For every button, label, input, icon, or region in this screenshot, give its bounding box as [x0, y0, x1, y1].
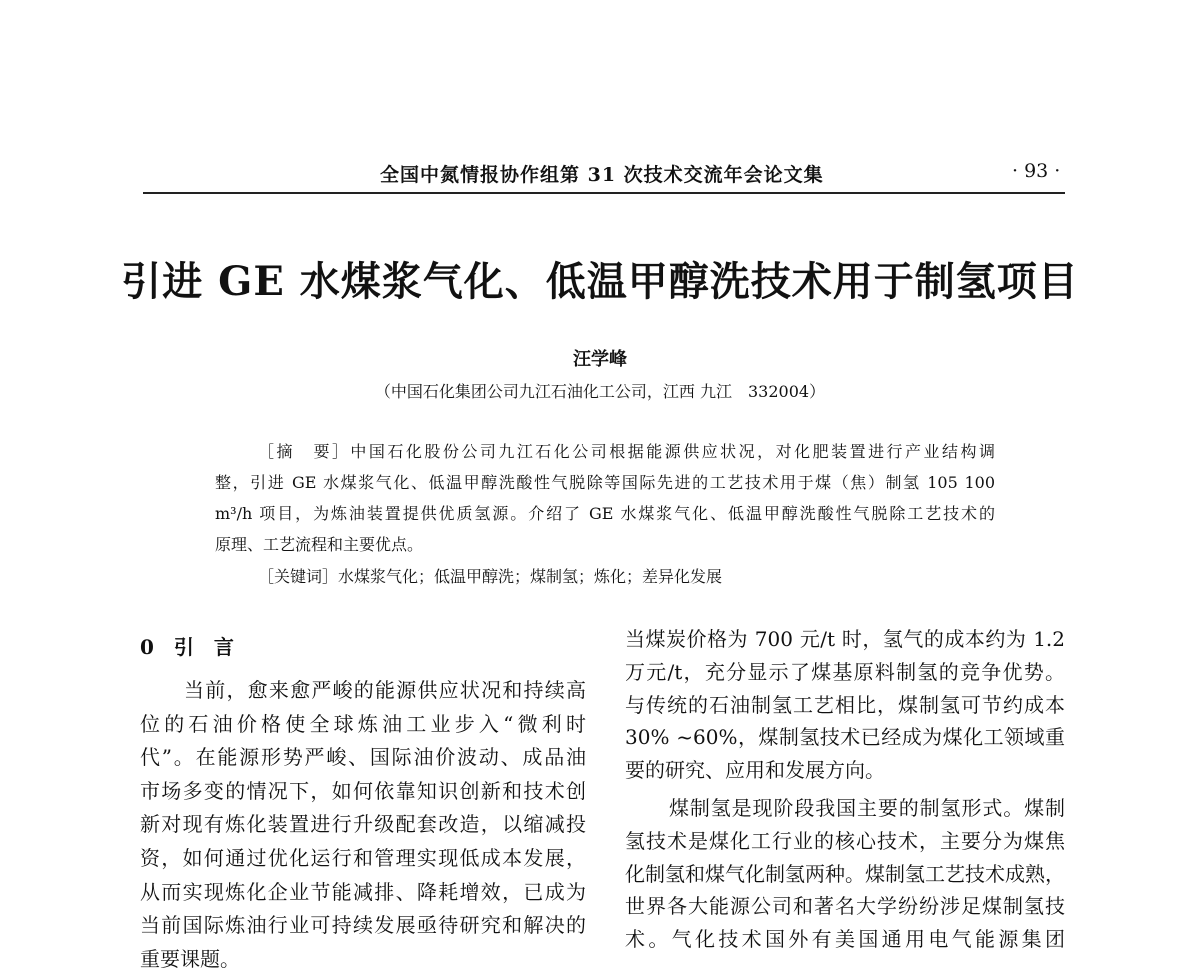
body-text-line: 代”。在能源形势严峻、国际油价波动、成品油: [140, 745, 586, 770]
body-text-line: 重要课题。: [140, 946, 240, 971]
body-text-line: 术。气化技术国外有美国通用电气能源集团: [625, 927, 1065, 952]
body-text-line: 从而实现炼化企业节能减排、降耗增效，已成为: [140, 879, 586, 904]
running-header: 全国中氮情报协作组第 31 次技术交流年会论文集: [380, 164, 824, 186]
body-text-line: 资，如何通过优化运行和管理实现低成本发展，: [140, 846, 586, 870]
body-text-line: 万元/t，充分显示了煤基原料制氢的竞争优势。: [625, 659, 1065, 684]
body-text-line: 当前国际炼油行业可持续发展亟待研究和解决的: [140, 913, 586, 938]
author-affiliation: （中国石化集团公司九江石油化工公司，江西 九江 332004）: [374, 382, 826, 401]
body-text-line: 市场多变的情况下，如何依靠知识创新和技术创: [140, 778, 586, 803]
page-number: · 93 ·: [1012, 160, 1061, 182]
author-name: 汪学峰: [573, 349, 627, 370]
body-text-line: 与传统的石油制氢工艺相比，煤制氢可节约成本: [625, 692, 1065, 717]
abstract-line: 整，引进 GE 水煤浆气化、低温甲醇洗酸性气脱除等国际先进的工艺技术用于煤（焦）制氢 105 100: [215, 473, 995, 492]
section-heading: 0 引 言: [140, 635, 234, 659]
abstract-line: m³/h 项目，为炼油装置提供优质氢源。介绍了 GE 水煤浆气化、低温甲醇洗酸性气脱除工艺技术的: [215, 504, 995, 523]
body-text-line: 30% ~60%，煤制氢技术已经成为煤化工领域重: [625, 725, 1065, 750]
abstract-line: ［摘 要］中国石化股份公司九江石化公司根据能源供应状况，对化肥装置进行产业结构调: [258, 442, 995, 461]
paper-title: 引进 GE 水煤浆气化、低温甲醇洗技术用于制氢项目: [121, 258, 1079, 305]
body-text-line: 当煤炭价格为 700 元/t 时，氢气的成本约为 1.2: [625, 627, 1065, 651]
body-text-line: 化制氢和煤气化制氢两种。煤制氢工艺技术成熟，: [625, 861, 1065, 886]
keywords: ［关键词］水煤浆气化；低温甲醇洗；煤制氢；炼化；差异化发展: [258, 567, 723, 586]
body-text-line: 世界各大能源公司和著名大学纷纷涉足煤制氢技: [625, 894, 1065, 919]
body-text-line: 要的研究、应用和发展方向。: [625, 758, 885, 783]
body-text-line: 煤制氢是现阶段我国主要的制氢形式。煤制: [669, 796, 1065, 820]
abstract-line: 原理、工艺流程和主要优点。: [215, 535, 424, 554]
body-text-line: 当前，愈来愈严峻的能源供应状况和持续高: [184, 678, 586, 702]
body-text-line: 位的石油价格使全球炼油工业步入“微利时: [140, 711, 586, 736]
body-text-line: 氢技术是煤化工行业的核心技术，主要分为煤焦: [625, 828, 1065, 853]
header-rule: [143, 192, 1065, 194]
body-text-line: 新对现有炼化装置进行升级配套改造，以缩减投: [140, 812, 586, 837]
